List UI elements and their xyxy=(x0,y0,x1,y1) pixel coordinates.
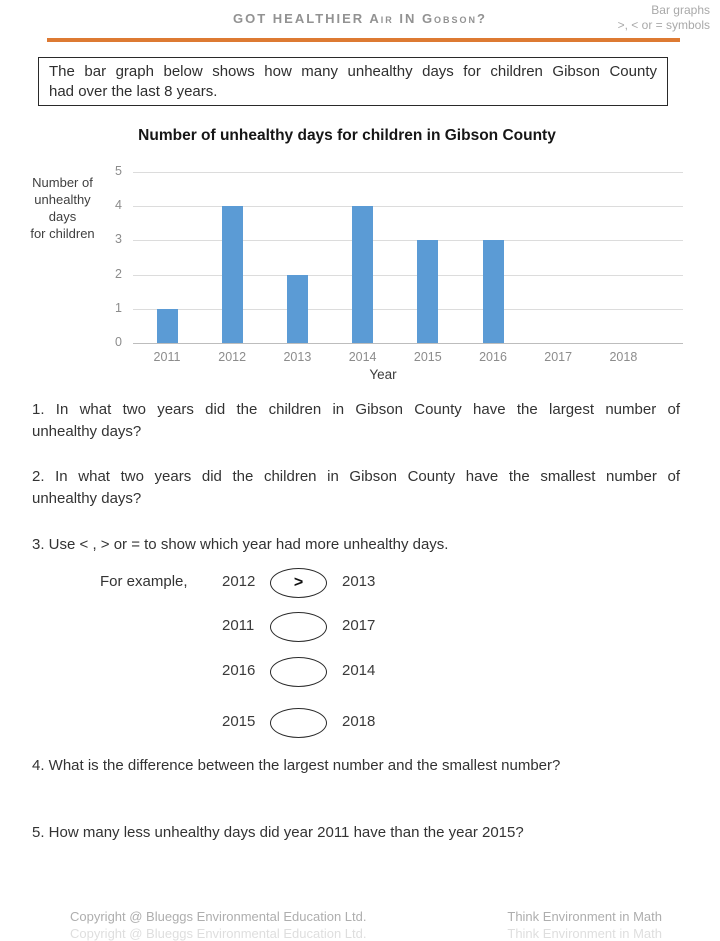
chart-title: Number of unhealthy days for children in Gibson County xyxy=(138,127,556,144)
question-2-line2: unhealthy days? xyxy=(32,490,142,507)
comparison-year-right: 2014 xyxy=(342,662,376,679)
question-5-text: 5. How many less unhealthy days did year 2011 have than the year 2015? xyxy=(32,824,524,841)
bar-2012 xyxy=(222,206,243,343)
question-1 xyxy=(32,399,680,443)
topic-label-bar-graphs: Bar graphs xyxy=(651,3,710,17)
x-tick-label: 2013 xyxy=(283,350,312,364)
instruction-box xyxy=(38,57,668,106)
bar-2016 xyxy=(483,240,504,343)
question-3-text: 3. Use < , > or = to show which year had more unhealthy days. xyxy=(32,536,449,553)
comparison-year-right: 2018 xyxy=(342,713,376,730)
x-axis-label: Year xyxy=(369,367,397,382)
comparison-year-right: 2017 xyxy=(342,617,376,634)
y-tick-label: 0 xyxy=(115,335,122,349)
x-tick-label: 2018 xyxy=(609,350,638,364)
question-1-line2: unhealthy days? xyxy=(32,423,142,440)
bar-2011 xyxy=(157,309,178,343)
x-tick-label: 2012 xyxy=(218,350,247,364)
comparison-row xyxy=(0,612,460,642)
x-tick-label: 2017 xyxy=(544,350,573,364)
footer-series-title: Think Environment in Math xyxy=(507,909,662,924)
gridline xyxy=(133,275,683,276)
comparison-year-left: 2012 xyxy=(222,573,256,590)
gridline xyxy=(133,240,683,241)
answer-oval[interactable] xyxy=(270,612,327,642)
bar-2014 xyxy=(352,206,373,343)
y-axis-label-line: for children xyxy=(30,226,95,241)
bar-chart xyxy=(0,160,720,392)
answer-oval[interactable] xyxy=(270,708,327,738)
comparison-year-right: 2013 xyxy=(342,573,376,590)
y-axis-label-line: days xyxy=(48,209,77,224)
y-axis-label-line: unhealthy xyxy=(34,192,91,207)
gridline xyxy=(133,206,683,207)
gridline xyxy=(133,172,683,173)
x-tick-label: 2015 xyxy=(413,350,442,364)
question-4-text: 4. What is the difference between the largest number and the smallest number? xyxy=(32,757,561,774)
y-tick-label: 5 xyxy=(115,164,122,178)
comparison-row xyxy=(0,708,460,738)
instruction-line2: had over the last 8 years. xyxy=(49,83,218,100)
page-header-title: GOT HEALTHIER Air IN Gobson? xyxy=(233,11,487,26)
worksheet-page: GOT HEALTHIER Air IN Gobson? Bar graphs >, < or = symbols The bar graph below shows how many unhealthy days for children Gibson County had over the last 8 years. Number of unhealthy days for children in Gibson County Number of unhealthy days for children Year 0 1 2 3 4 5 2011 2012 2013 2014 2015 2016 2017 2018 1. In what two years did the children in Gibson County have the largest number of unhealthy days? 2. In what two years did the children in Gibson County have the smallest number of unhealthy days? 3. Use < , > or = to show which year had more unhealthy days. For example, 2012 > 2013 2011 2017 2016 2014 2015 2018 4. What is the difference between the largest number and the smallest number? 5. How many less unhealthy days did year 2011 have than the year 2015? Copyright @ Blueggs Environmental Education Ltd. Think Environment in Math Copyright @ Blueggs Environmental Education Ltd. Think Environment in Math xyxy=(0,0,720,932)
example-label: For example, xyxy=(100,573,188,590)
y-tick-label: 1 xyxy=(115,300,122,315)
y-tick-label: 4 xyxy=(115,198,122,213)
instruction-line1: The bar graph below shows how many unhealthy days for children Gibson County xyxy=(49,63,657,80)
x-tick-label: 2014 xyxy=(348,350,377,364)
x-tick-label: 2016 xyxy=(479,350,507,364)
x-tick-label: 2011 xyxy=(153,350,181,364)
question-5 xyxy=(32,822,680,844)
question-2-line1: 2. In what two years did the children in Gibson County have the smallest number of xyxy=(32,468,680,485)
answer-oval-example[interactable]: > xyxy=(270,568,327,598)
comparison-row xyxy=(0,657,460,687)
bar-2013 xyxy=(287,275,308,343)
comparison-row-example xyxy=(0,568,460,598)
x-axis-baseline xyxy=(133,343,683,344)
answer-oval[interactable] xyxy=(270,657,327,687)
y-tick-label: 3 xyxy=(115,232,122,247)
comparison-year-left: 2011 xyxy=(222,617,255,634)
bar-2015 xyxy=(417,240,438,343)
y-tick-label: 2 xyxy=(115,266,122,281)
question-1-line1: 1. In what two years did the children in Gibson County have the largest number of xyxy=(32,401,680,418)
y-axis-label-line: Number of xyxy=(32,175,93,190)
chart-plot xyxy=(133,172,683,343)
header-topic-labels xyxy=(618,3,710,33)
question-4 xyxy=(32,755,680,777)
question-3 xyxy=(32,534,680,556)
gridline xyxy=(133,309,683,310)
header-accent-rule xyxy=(47,38,680,42)
question-2 xyxy=(32,466,680,510)
footer-copyright: Copyright @ Blueggs Environmental Education Ltd. xyxy=(70,909,367,924)
comparison-year-left: 2015 xyxy=(222,713,256,730)
topic-label-symbols: >, < or = symbols xyxy=(617,18,710,32)
comparison-year-left: 2016 xyxy=(222,662,256,679)
